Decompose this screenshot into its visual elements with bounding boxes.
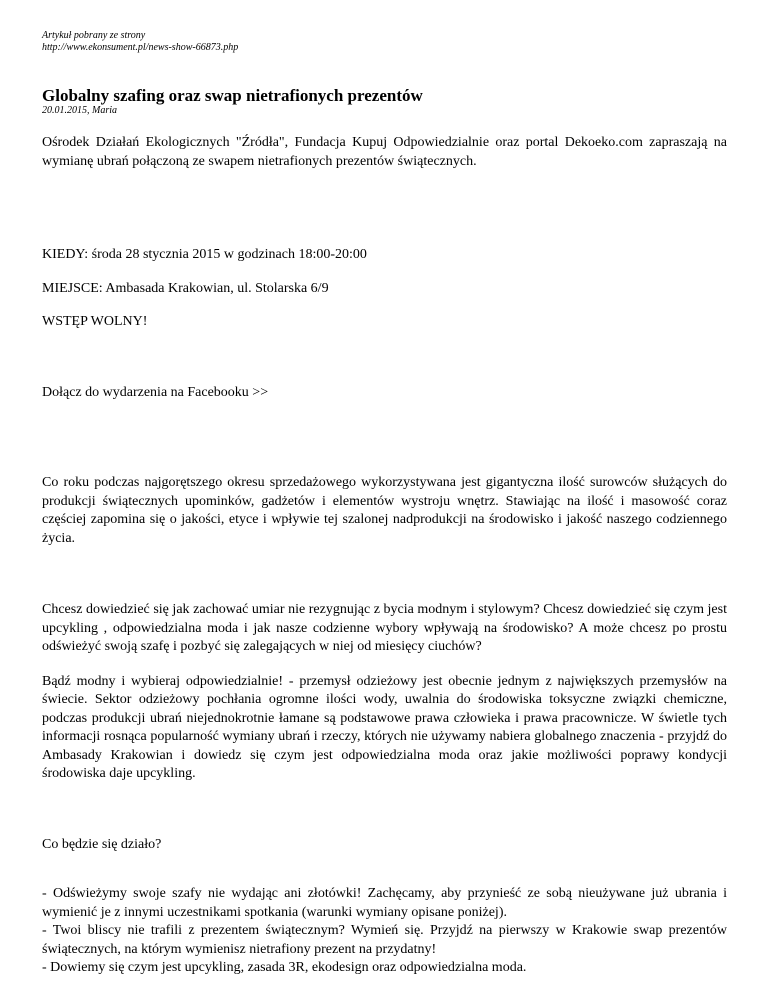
agenda-heading: Co będzie się działo? [42, 836, 162, 852]
body-paragraph-2: Chcesz dowiedzieć się jak zachować umiar nie rezygnując z bycia modnym i stylowym? Chcesz dowiedzieć się czym jest upcykling , odpowiedzialna moda i jak nasze codzienne wybory wpływają na środowisko? A może chcesz po prostu odświeżyć swoją szafę i pozbyć się zalegających w niej od miesięcy ciuchów? [42, 602, 727, 654]
article-title: Globalny szafing oraz swap nietrafionych prezentów [42, 86, 423, 105]
body-paragraph-3: Bądź modny i wybieraj odpowiedzialnie! - przemysł odzieżowy jest obecnie jednym z największych przemysłów na świecie. Sektor odzieżowy pochłania ogromne ilości wody, uwalnia do środowiska toksyczne związki chemiczne, podczas produkcji ubrań niejednokrotnie łamane są podstawowe prawa człowieka i prawa pracownicze. W świetle tych informacji rosnąca popularność wymiany ubrań i rzeczy, których nie używamy nabiera globalnego znaczenia - przyjdź do Ambasady Krakowian i dowiedz się czym jest odpowiedzialna moda oraz jakie możliwości poprawy kondycji środowiska daje upcykling. [42, 673, 727, 781]
list-item-text: - Twoi bliscy nie trafili z prezentem świątecznym? Wymień się. Przyjdź na pierwszy w Krakowie swap prezentów świątecznych, na którym wymienisz nietrafiony prezent na przydatny! [42, 923, 727, 957]
intro-paragraph: Ośrodek Działań Ekologicznych "Źródła", Fundacja Kupuj Odpowiedzialnie oraz portal Dekoeko.com zapraszają na wymianę ubrań połączoną ze swapem nietrafionych prezentów świątecznych. [42, 135, 727, 169]
article-date: 20.01.2015, Maria [42, 105, 117, 116]
event-where: MIEJSCE: Ambasada Krakowian, ul. Stolarska 6/9 [42, 280, 329, 296]
event-entry: WSTĘP WOLNY! [42, 314, 148, 329]
body-paragraph-1: Co roku podczas najgorętszego okresu sprzedażowego wykorzystywana jest gigantyczna ilość surowców służących do produkcji świątecznych upominków, gadżetów i elementów wystroju wnętrz. Stawiając na ilość i masowość coraz częściej zapomina się o jakości, etyce i wpływie tej szalonej nadprodukcji na środowisko i jakość naszego codziennego życia. [42, 475, 727, 546]
source-label: Artykuł pobrany ze strony [42, 30, 146, 41]
facebook-event-link[interactable]: Dołącz do wydarzenia na Facebooku >> [42, 384, 269, 400]
list-item [42, 922, 727, 959]
list-item-text: - Odświeżymy swoje szafy nie wydając ani złotówki! Zachęcamy, aby przynieść ze sobą nieużywane już ubrania i wymienić je z innymi uczestnikami spotkania (warunki wymiany opisane poniżej). [42, 886, 727, 920]
list-item [42, 959, 727, 978]
document-page [42, 30, 727, 978]
source-url[interactable]: http://www.ekonsument.pl/news-show-66873.php [42, 42, 239, 53]
event-when: KIEDY: środa 28 stycznia 2015 w godzinach 18:00-20:00 [42, 247, 367, 262]
list-item [42, 885, 727, 922]
agenda-list [42, 885, 727, 978]
source-note [42, 30, 727, 54]
list-item-text: - Dowiemy się czym jest upcykling, zasada 3R, ekodesign oraz odpowiedzialna moda. [42, 960, 527, 975]
